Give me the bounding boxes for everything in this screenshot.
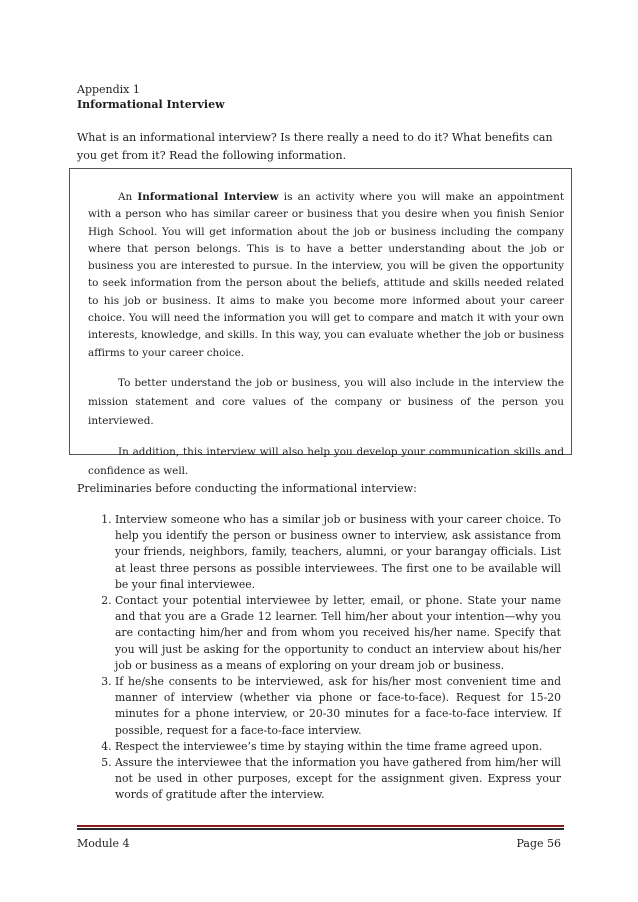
footer-rule — [77, 825, 564, 831]
intro-paragraph — [77, 129, 557, 165]
list-item: 4. Respect the interviewee’s time by staying within the time frame agreed upon. — [115, 739, 561, 755]
info-paragraph-1 — [88, 189, 564, 362]
footer-rule-top — [77, 825, 564, 827]
info-paragraph-3: In addition, this interview will also help you develop your communication skills and confidence as well. — [88, 445, 564, 477]
appendix-title: Informational Interview — [77, 98, 225, 111]
list-item: 2. Contact your potential interviewee by letter, email, or phone. State your name and that you are a Grade 12 learner. Tell him/her about your intention—why you are contacting him/her and from whom you received his/her name. Specify that you will just be asking for the opportunity to conduct an interview about his/her job or business as a means of exploring on your dream job or business. — [115, 593, 561, 674]
intro-text: What is an informational interview? Is there really a need to do it? What benefits can you get from it? Read the following information. — [77, 131, 553, 162]
info-paragraph-2: To better understand the job or business, you will also include in the interview the mission statement and core values of the company or business of the person you interviewed. — [88, 376, 564, 427]
info-box — [69, 168, 572, 477]
preliminaries-heading — [77, 481, 557, 497]
preliminaries-heading-text: Preliminaries before conducting the informational interview: — [77, 482, 417, 495]
footer-rule-bottom — [77, 828, 564, 830]
info-paragraph-1-body: is an activity where you will make an appointment with a person who has similar career or business that you desire when you finish Senior High School. You will get information about the job or business including the company where that person belongs. This is to have a better understanding about the job or business you are interested to pursue. In the interview, you will be given the opportunity to seek information from the person about the beliefs, attitude and skills needed related to his job or business. It aims to make you become more informed about your career choice. You will need the information you will get to compare and match it with your own interests, knowledge, and skills. In this way, you can evaluate whether the job or business affirms to your career choice. — [88, 191, 565, 359]
appendix-header — [77, 82, 557, 112]
preliminaries-list — [77, 512, 561, 804]
appendix-label: Appendix 1 — [77, 83, 140, 96]
info-term: Informational Interview — [137, 191, 279, 203]
footer-module: Module 4 — [77, 837, 130, 850]
list-item: 3. If he/she consents to be interviewed, ask for his/her most convenient time and manner of interview (whether via phone or face-to-face). Request for 15-20 minutes for a phone interview, or 20-30 minutes for a face-to-face interview. If possible, request for a face-to-face interview. — [115, 674, 561, 739]
list-item: 1. Interview someone who has a similar job or business with your career choice. To help you identify the person or business owner to interview, ask assistance from your friends, neighbors, family, teachers, alumni, or your barangay officials. List at least three persons as possible interviewees. The first one to be available will be your final interviewee. — [115, 512, 561, 593]
info-paragraph-1-prefix: An — [118, 191, 138, 203]
footer-page-number: Page 56 — [516, 837, 561, 850]
info-box-text — [88, 189, 564, 481]
list-item: 5. Assure the interviewee that the information you have gathered from him/her will not be used in other purposes, except for the assignment given. Express your words of gratitude after the interview. — [115, 755, 561, 804]
